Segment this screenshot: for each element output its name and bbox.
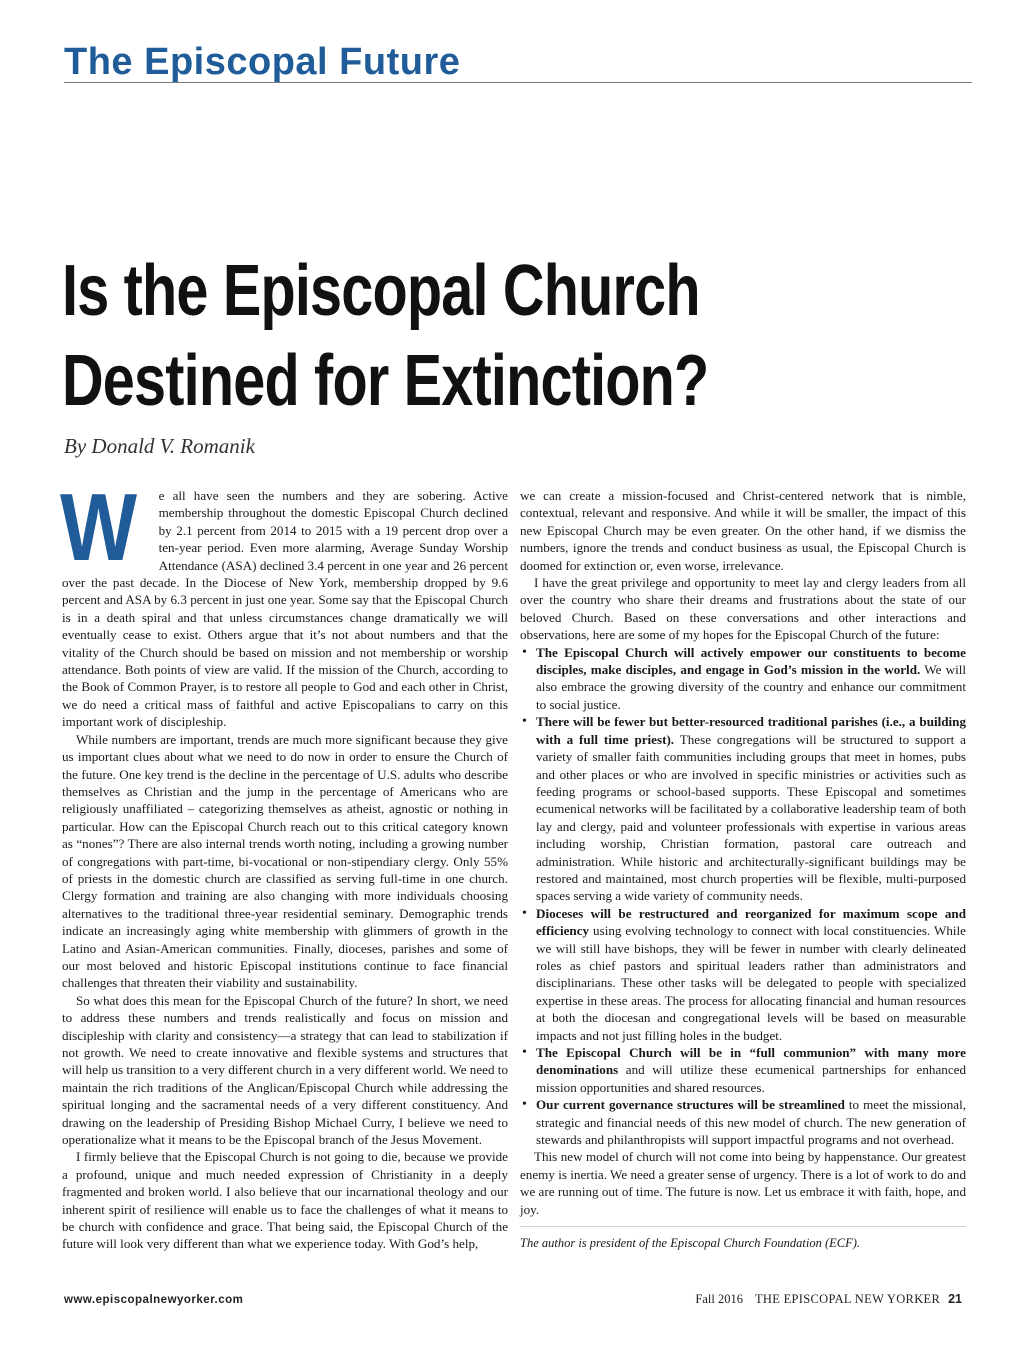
list-item-lead: The Episcopal Church will be in “full communion” with many more denominations	[536, 1045, 966, 1078]
divider	[520, 1226, 966, 1227]
list-item-text: These congregations will be structured to support a variety of smaller faith communities including groups that meet in homes, pubs and other places or who are involved in specific ministries or activities such as feeding programs or school-based supports. These Episcopal and sometimes ecumenical networks will be facilitated by a collaborative leadership team of both lay and clergy, paid and volunteer professionals with expertise in various areas including worship, Christian formation, pastoral care outreach and administration. While historic and architecturally-significant buildings may be restored and maintained, most church properties will be flexible, multi-purposed spaces serving a wide variety of community needs.	[536, 731, 966, 904]
footer-info	[695, 1292, 962, 1307]
paragraph: I have the great privilege and opportunity to meet lay and clergy leaders from all over the country who share their dreams and frustrations about the state of our beloved Church. Based on these conversations and other interactions and observations, here are some of my hopes for the Episcopal Church of the future:	[520, 575, 966, 643]
list-item-lead: Dioceses will be restructured and reorganized for maximum scope and efficiency	[536, 905, 966, 939]
footer-website: www.episcopalnewyorker.com	[64, 1294, 244, 1306]
list-item	[520, 1044, 966, 1096]
footer-publication: THE EPISCOPAL NEW YORKER	[754, 1292, 941, 1306]
section-title: The Episcopal Future	[64, 41, 461, 83]
paragraph	[60, 474, 508, 731]
article-byline: By Donald V. Romanik	[64, 434, 255, 458]
paragraph: This new model of church will not come into being by happenstance. Our greatest enemy is inertia. We need a greater sense of urgency. There is a lot of work to do and we are running out of time. The future is now. Let us embrace it with faith, hope, and joy.	[520, 1149, 966, 1217]
list-item-text: We will also embrace the growing diversity of the country and enhance our commitment to social justice.	[536, 662, 966, 712]
section-header	[64, 42, 972, 83]
list-item-lead: The Episcopal Church will actively empower our constituents to become disciples, make disciples, and engage in God’s mission in the world.	[536, 644, 966, 678]
list-item	[520, 1096, 966, 1148]
left-column	[60, 474, 508, 1253]
paragraph-text: e all have seen the numbers and they are sobering. Active membership throughout the domestic Episcopal Church declined by 2.1 percent from 2014 to 2015 with a 19 percent drop over a ten-year period. Even more alarming, Average Sunday Worship Attendance (ASA) declined 3.4 percent in one year and 26 percent over the past decade. In the Diocese of New York, membership dropped by 9.6 percent and ASA by 6.3 percent in just one year. Some say that the Episcopal Church is in a death spiral and that unless circumstances change dramatically we will eventually cease to exist. Others argue that it’s not about numbers and that the vitality of the Church should be based on mission and not membership or worship attendance. Both points of view are valid. If the mission of the Church, according to the Book of Common Prayer, is to restore all people to God and each other in Christ, we do need a critical mass of faithful and active Episcopalians to carry on this important work of discipleship.	[62, 488, 508, 730]
list-item-lead: Our current governance structures will be streamlined	[536, 1097, 845, 1113]
paragraph: I firmly believe that the Episcopal Church is not going to die, because we provide a profound, unique and much needed expression of Christianity in a deeply fragmented and broken world. I also believe that our incarnational theology and our inherent spirit of resilience will enable us to face the challenges of what it means to be church with confidence and grace. That being said, the Episcopal Church of the future will look very different than what we experience today. With God’s help,	[62, 1149, 508, 1252]
list-item	[520, 713, 966, 904]
paragraph: While numbers are important, trends are much more significant because they give us important clues about what we need to do now in order to ensure the Church of the future. One key trend is the decline in the percentage of U.S. adults who describe themselves as Christian and the jump in the percentage of Americans who are religiously unaffiliated – categorizing themselves as atheist, agnostic or nothing in particular. How can the Episcopal Church reach out to this critical category known as “nones”? There are also internal trends worth noting, including a growing number of congregations with part-time, bi-vocational or non-stipendiary clergy. Only 55% of priests in the domestic church are classified as serving full-time in one church. Clergy formation and training are also changing with more individuals choosing alternatives to the traditional three-year residential seminary. Demographic trends indicate an increasingly aging white membership with glimmers of growth in the Latino and Asian-American communities. Finally, dioceses, parishes and some of our most beloved and historic Episcopal institutions continue to face financial challenges that threaten their viability and sustainability.	[62, 731, 508, 991]
article-headline: Is the Episcopal Church Destined for Extinction?	[62, 251, 709, 421]
list-item	[520, 644, 966, 714]
list-item-text: and will utilize these ecumenical partnerships for enhanced mission opportunities and shared resources.	[536, 1062, 966, 1095]
page-number: 21	[948, 1292, 962, 1306]
right-column	[520, 487, 966, 1252]
list-item	[520, 905, 966, 1044]
list-item-lead: There will be fewer but better-resourced traditional parishes (i.e., a building with a full time priest).	[536, 714, 966, 747]
author-note: The author is president of the Episcopal Church Foundation (ECF).	[520, 1236, 861, 1251]
list-item-text: to meet the missional, strategic and financial needs of this new model of church. The new generation of stewards and philanthropists will support impactful programs and not overhead.	[536, 1097, 966, 1148]
list-item-text: using evolving technology to connect with local constituencies. While we will still have bishops, they will be fewer in number with clearly delineated roles as chief pastors and spiritual leaders rather than administrators and disciplinarians. These other tasks will be delegated to people with specialized expertise in these areas. The process for allocating financial and human resources at both the diocesan and congregational levels will be based on measurable impacts and not just filling holes in the budget.	[536, 923, 966, 1043]
drop-cap: W	[60, 474, 138, 581]
footer-issue: Fall 2016	[695, 1292, 743, 1306]
paragraph: we can create a mission-focused and Christ-centered network that is nimble, contextual, relevant and responsive. And while it will be smaller, the impact of this new Episcopal Church may be even greater. On the other hand, if we dismiss the numbers, ignore the trends and conduct business as usual, the Episcopal Church is doomed for extinction or, even worse, irrelevance.	[520, 488, 966, 573]
paragraph: So what does this mean for the Episcopal Church of the future? In short, we need to address these numbers and trends realistically and focus on mission and discipleship with clarity and consistency—a strategy that can lead to stabilization if not growth. We need to create innovative and flexible systems and structures that will help us transition to a very different church in a very different world. We need to maintain the rich traditions of the Anglican/Episcopal Church while addressing the spiritual longing and the sacramental needs of a very different constituency. And drawing on the leadership of Presiding Bishop Michael Curry, I believe we need to operationalize what it means to be the Episcopal branch of the Jesus Movement.	[62, 992, 508, 1148]
hopes-list	[520, 644, 966, 1149]
